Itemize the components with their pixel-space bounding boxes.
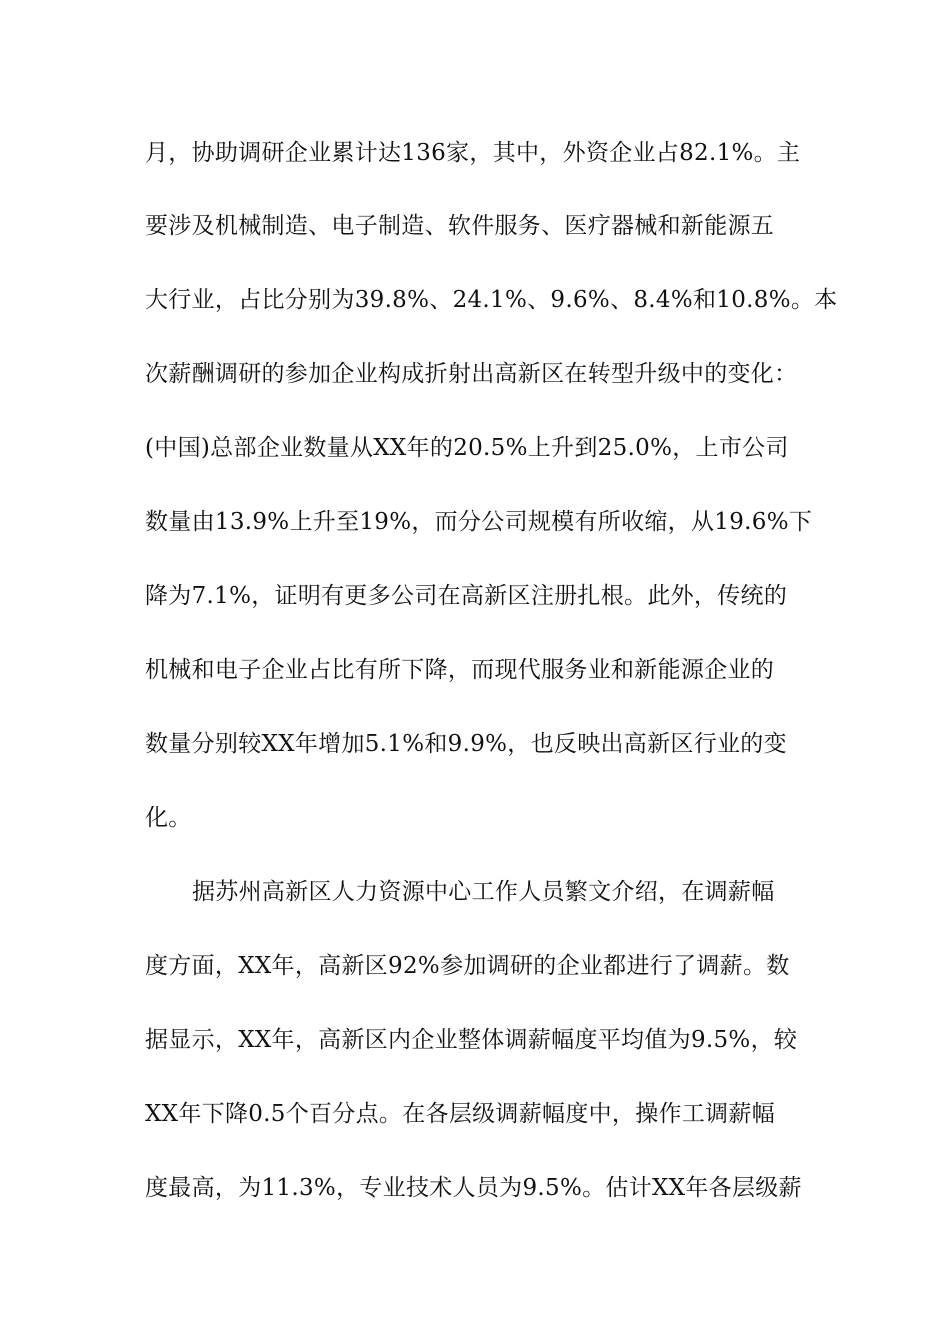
text-line: 度方面，XX年，高新区92%参加调研的企业都进行了调薪。数 bbox=[145, 953, 790, 979]
text-line: 机械和电子企业占比有所下降，而现代服务业和新能源企业的 bbox=[145, 657, 775, 683]
text-line: 大行业，占比分别为39.8%、24.1%、9.6%、8.4%和10.8%。本 bbox=[145, 287, 838, 313]
text-line: 度最高，为11.3%，专业技术人员为9.5%。估计XX年各层级薪 bbox=[145, 1175, 802, 1201]
text-line: 要涉及机械制造、电子制造、软件服务、医疗器械和新能源五 bbox=[145, 213, 775, 239]
text-line: 据显示，XX年，高新区内企业整体调薪幅度平均值为9.5%，较 bbox=[145, 1027, 798, 1053]
text-line: (中国)总部企业数量从XX年的20.5%上升到25.0%，上市公司 bbox=[145, 435, 789, 461]
text-line: 次薪酬调研的参加企业构成折射出高新区在转型升级中的变化： bbox=[145, 361, 798, 387]
text-line: 数量由13.9%上升至19%，而分公司规模有所收缩，从19.6%下 bbox=[145, 509, 813, 535]
text-line: 化。 bbox=[145, 805, 192, 831]
text-line: XX年下降0.5个百分点。在各层级调薪幅度中，操作工调薪幅 bbox=[145, 1101, 776, 1127]
text-line: 月，协助调研企业累计达136家，其中，外资企业占82.1%。主 bbox=[145, 140, 801, 166]
text-line: 降为7.1%，证明有更多公司在高新区注册扎根。此外，传统的 bbox=[145, 583, 788, 609]
text-line: 据苏州高新区人力资源中心工作人员繁文介绍，在调薪幅 bbox=[192, 879, 775, 905]
text-line: 数量分别较XX年增加5.1%和9.9%，也反映出高新区行业的变 bbox=[145, 731, 787, 757]
